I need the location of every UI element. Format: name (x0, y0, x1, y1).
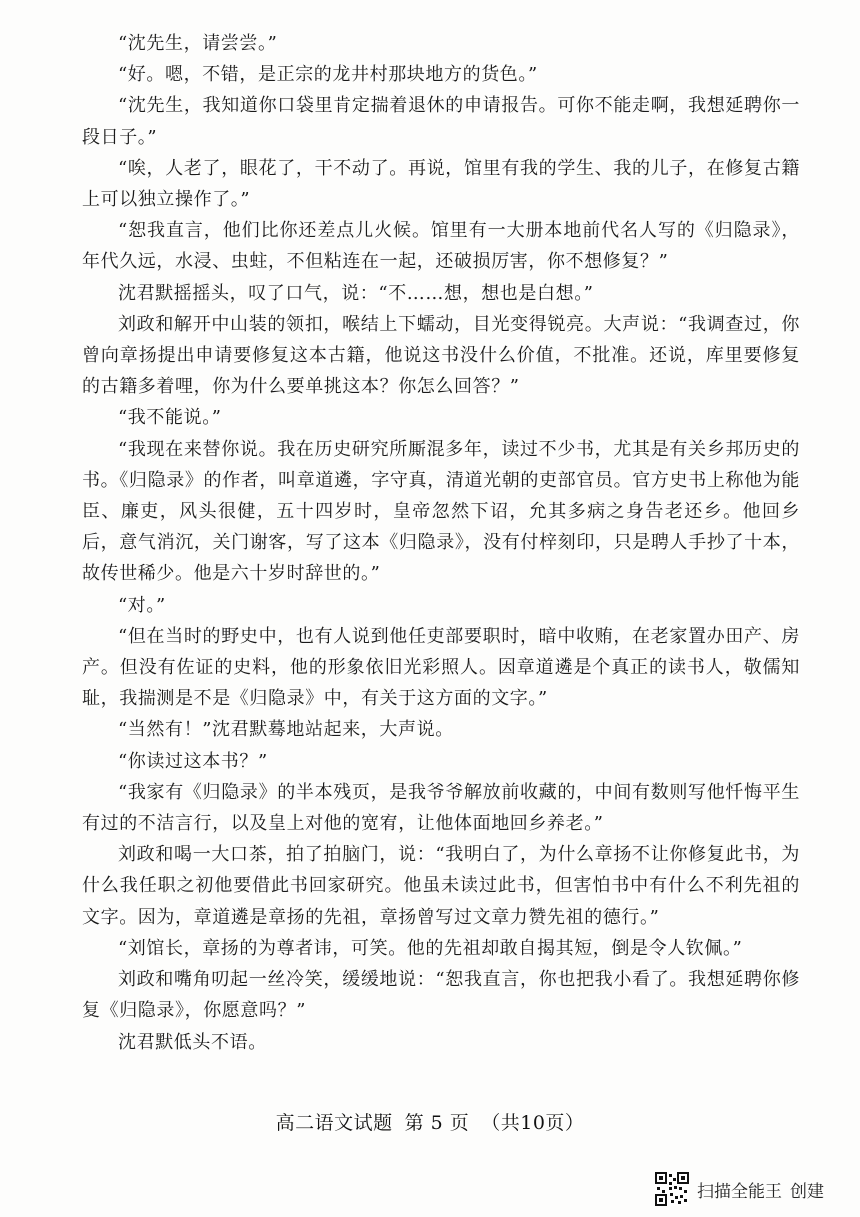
watermark-action: 创建 (790, 1181, 824, 1202)
page-footer (0, 1108, 860, 1135)
article-body (82, 28, 800, 1058)
paragraph: “好。嗯，不错，是正宗的龙井村那块地方的货色。” (118, 64, 538, 86)
footer-page-number: 第 5 页 (404, 1112, 470, 1134)
paragraph: 刘政和喝一大口茶，拍了拍脑门，说：“我明白了，为什么章扬不让你修复此书，为什么我任职之初他要借此书回家研究。他虽未读过此书，但害怕书中有什么不利先祖的文字。因为，章道遴是章扬的先祖，章扬曾写过文章力赞先祖的德行。” (82, 844, 800, 928)
paragraph: “我现在来替你说。我在历史研究所厮混多年，读过不少书，尤其是有关乡邦历史的书。《归隐录》的作者，叫章道遴，字守真，清道光朝的吏部官员。官方史书上称他为能臣、廉吏，风头很健，五十四岁时，皇帝忽然下诏，允其多病之身告老还乡。他回乡后，意气消沉，关门谢客，写了这本《归隐录》，没有付梓刻印，只是聘人手抄了十本，故传世稀少。他是六十岁时辞世的。” (82, 438, 800, 585)
footer-total-pages: （共10页） (481, 1112, 585, 1134)
paragraph: 刘政和解开中山装的领扣，喉结上下蠕动，目光变得锐亮。大声说：“我调查过，你曾向章扬提出申请要修复这本古籍，他说这书没什么价值，不批准。还说，库里要修复的古籍多着哩，你为什么要单挑这本？你怎么回答？” (82, 313, 800, 398)
paragraph: “唉，人老了，眼花了，干不动了。再说，馆里有我的学生、我的儿子，在修复古籍上可以独立操作了。” (82, 157, 800, 211)
paragraph: “刘馆长，章扬的为尊者讳，可笑。他的先祖却敢自揭其短，倒是令人钦佩。” (118, 937, 743, 959)
paragraph: “沈先生，请尝尝。” (118, 33, 278, 54)
paragraph: 刘政和嘴角叨起一丝冷笑，缓缓地说：“恕我直言，你也把我小看了。我想延聘你修复《归隐录》，你愿意吗？” (82, 969, 800, 1022)
watermark-label (697, 1177, 832, 1202)
paragraph: “你读过这本书？” (118, 750, 268, 772)
paragraph: “我家有《归隐录》的半本残页，是我爷爷解放前收藏的，中间有数则写他忏悔平生有过的不洁言行，以及皇上对他的宽宥，让他体面地回乡养老。” (82, 781, 800, 835)
scanner-watermark (655, 1172, 832, 1206)
paragraph: 沈君默低头不语。 (118, 1031, 267, 1053)
qr-code-icon (655, 1172, 689, 1206)
footer-subject: 高二语文试题 (275, 1112, 393, 1134)
paragraph: “但在当时的野史中，也有人说到他任吏部要职时，暗中收贿，在老家置办田产、房产。但没有佐证的史料，他的形象依旧光彩照人。因章道遴是个真正的读书人，敬儒知耻，我揣测是不是《归隐录》中，有关于这方面的文字。” (82, 625, 800, 710)
paragraph: 沈君默摇摇头，叹了口气，说：“不……想，想也是白想。” (118, 282, 594, 304)
paragraph: “当然有！”沈君默蓦地站起来，大声说。 (118, 719, 454, 741)
paragraph: “恕我直言，他们比你还差点儿火候。馆里有一大册本地前代名人写的《归隐录》，年代久远，水浸、虫蛀，不但粘连在一起，还破损厉害，你不想修复？” (82, 220, 800, 273)
paragraph: “沈先生，我知道你口袋里肯定揣着退休的申请报告。可你不能走啊，我想延聘你一段日子。” (82, 95, 800, 148)
watermark-app-name: 扫描全能王 (697, 1181, 782, 1202)
paragraph: “我不能说。” (118, 407, 222, 429)
paragraph: “对。” (118, 594, 166, 616)
